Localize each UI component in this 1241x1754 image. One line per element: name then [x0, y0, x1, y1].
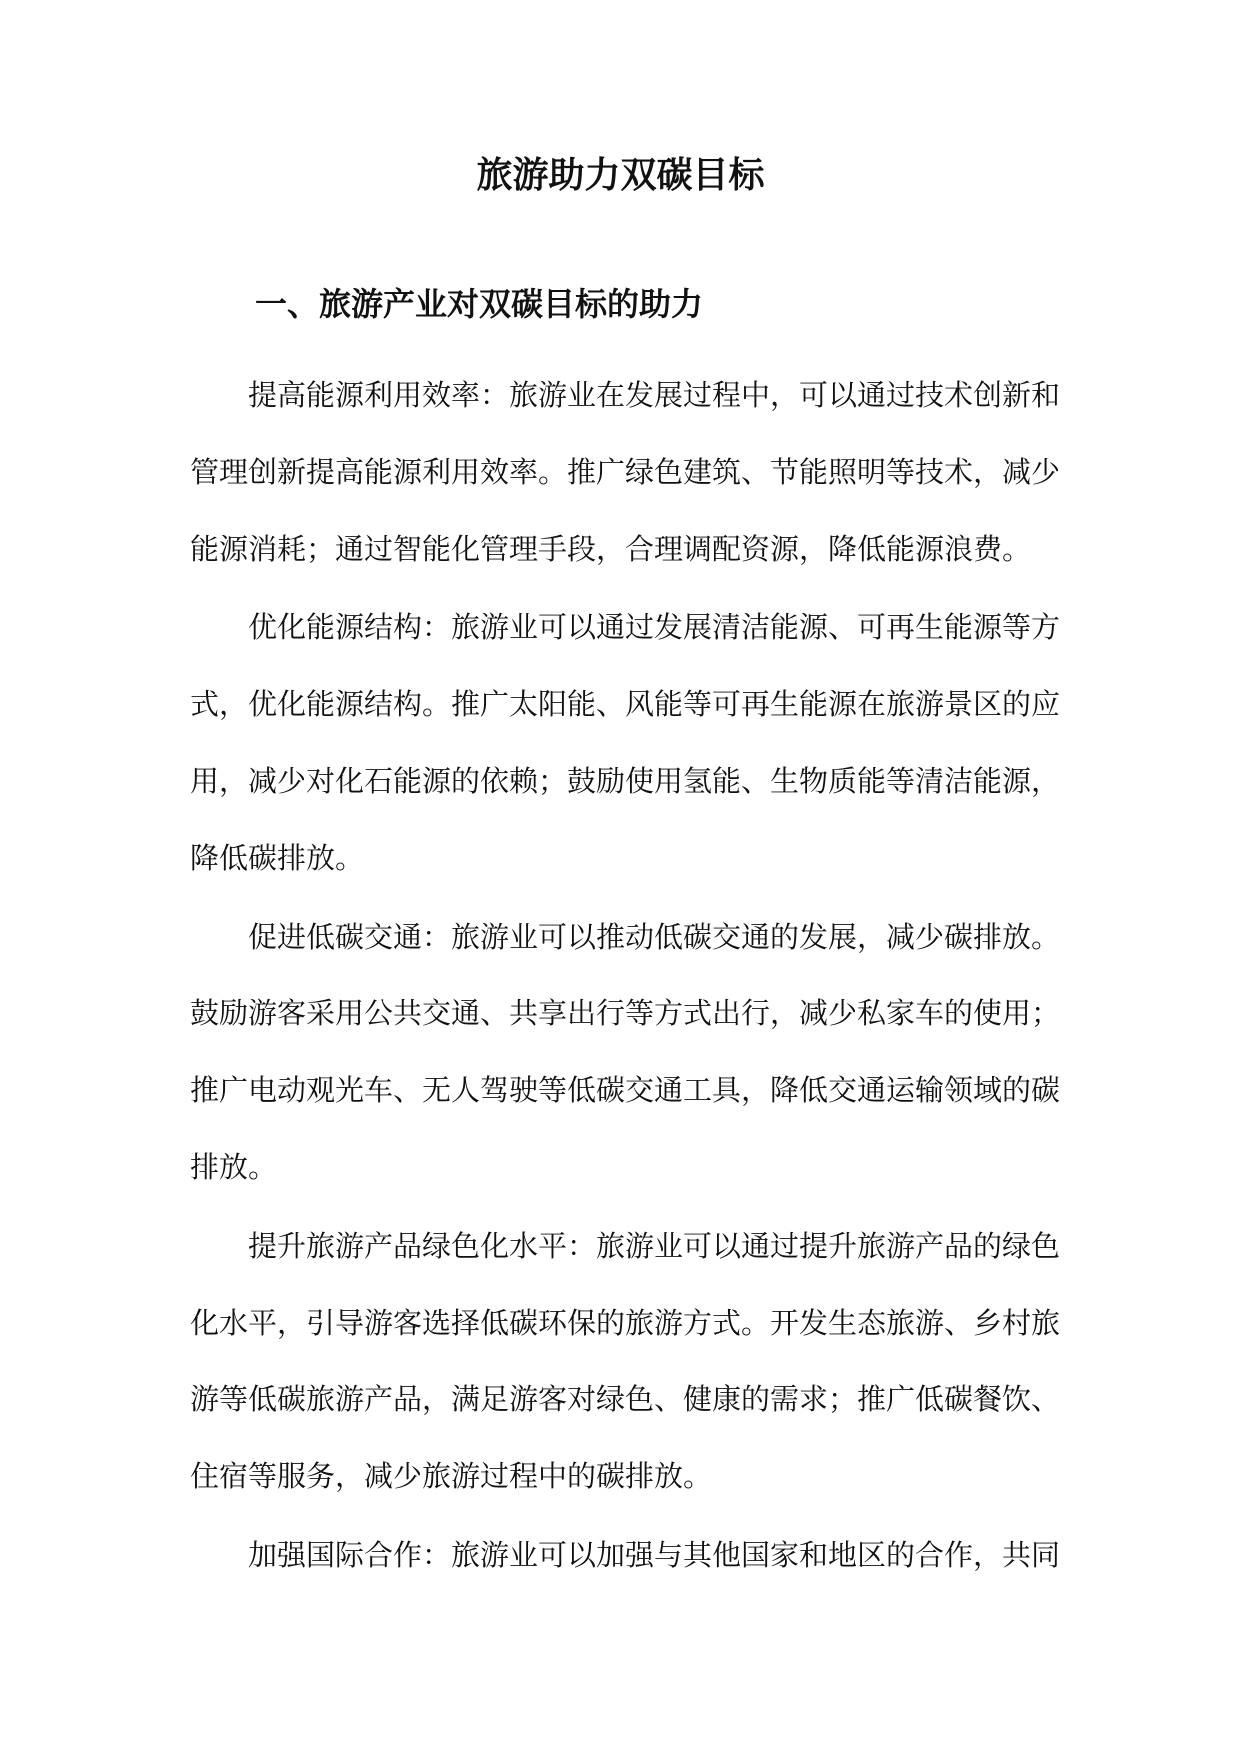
paragraph-line: 排放。 [190, 1149, 278, 1184]
body-text [190, 357, 1061, 1596]
paragraph-line: 降低碳排放。 [190, 840, 365, 875]
paragraph-line: 管理创新提高能源利用效率。推广绿色建筑、节能照明等技术，减少 [190, 454, 1061, 489]
paragraph-line: 推广电动观光车、无人驾驶等低碳交通工具，降低交通运输领域的碳 [190, 1073, 1061, 1108]
paragraph-line: 提高能源利用效率：旅游业在发展过程中，可以通过技术创新和 [248, 378, 1061, 412]
paragraph-line: 游等低碳旅游产品，满足游客对绿色、健康的需求；推广低碳餐饮、 [190, 1382, 1061, 1417]
paragraph-line: 鼓励游客采用公共交通、共享出行等方式出行，减少私家车的使用； [190, 996, 1061, 1031]
paragraph-line: 提升旅游产品绿色化水平：旅游业可以通过提升旅游产品的绿色 [248, 1228, 1061, 1263]
paragraph-line: 促进低碳交通：旅游业可以推动低碳交通的发展，减少碳排放。 [248, 919, 1061, 954]
paragraph [190, 1208, 1061, 1515]
section-heading: 一、旅游产业对双碳目标的助力 [255, 285, 704, 323]
paragraph-line: 加强国际合作：旅游业可以加强与其他国家和地区的合作，共同 [248, 1537, 1061, 1572]
paragraph [190, 899, 1061, 1206]
paragraph [190, 589, 1061, 896]
paragraph-line: 用，减少对化石能源的依赖；鼓励使用氢能、生物质能等清洁能源， [190, 763, 1061, 798]
paragraph-line: 式，优化能源结构。推广太阳能、风能等可再生能源在旅游景区的应 [190, 687, 1061, 722]
paragraph-line: 能源消耗；通过智能化管理手段，合理调配资源，降低能源浪费。 [190, 531, 1032, 566]
paragraph [190, 1517, 1061, 1594]
paragraph-line: 优化能源结构：旅游业可以通过发展清洁能源、可再生能源等方 [248, 610, 1061, 645]
page-title: 旅游助力双碳目标 [476, 154, 765, 196]
paragraph [190, 357, 1061, 587]
paragraph-line: 住宿等服务，减少旅游过程中的碳排放。 [190, 1459, 713, 1494]
paragraph-line: 化水平，引导游客选择低碳环保的旅游方式。开发生态旅游、乡村旅 [190, 1305, 1061, 1340]
